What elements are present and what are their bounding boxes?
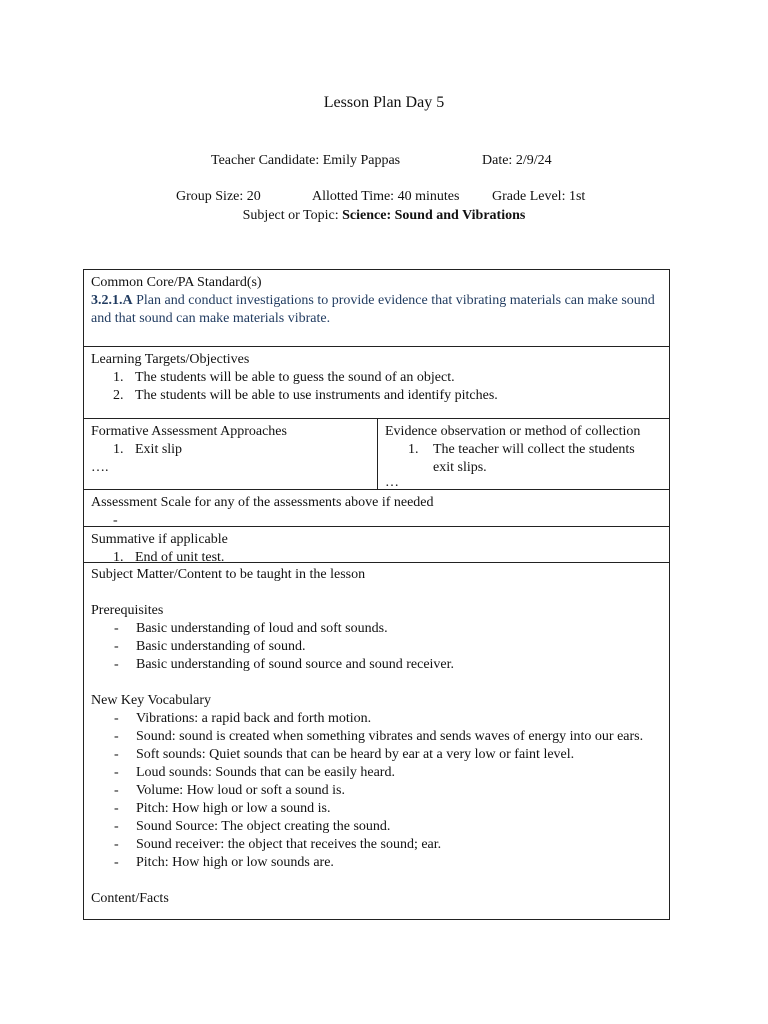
list-item: - Sound receiver: the object that receives the sound; ear. xyxy=(114,837,442,852)
summative-heading: Summative if applicable xyxy=(91,532,228,547)
list-item: - Soft sounds: Quiet sounds that can be heard by ear at a very low or faint level. xyxy=(114,747,575,762)
allotted-time: Allotted Time: 40 minutes xyxy=(312,189,460,204)
list-item: 1. The teacher will collect the students exit slips. xyxy=(408,442,635,475)
list-item: - Basic understanding of sound source and sound receiver. xyxy=(114,657,455,672)
standards-row xyxy=(84,270,669,347)
list-item: - Basic understanding of sound. xyxy=(114,639,306,654)
evidence-heading: Evidence observation or method of collection xyxy=(385,424,641,439)
grade-level: Grade Level: 1st xyxy=(492,189,586,204)
list-item: - Sound: sound is created when something vibrates and sends waves of energy into our ears. xyxy=(114,729,644,744)
content-facts-heading: Content/Facts xyxy=(91,891,169,906)
teacher-candidate: Teacher Candidate: Emily Pappas xyxy=(211,153,401,168)
formative-trailing: …. xyxy=(91,460,109,475)
assessment-scale-heading: Assessment Scale for any of the assessments above if needed xyxy=(91,495,434,510)
objectives-heading: Learning Targets/Objectives xyxy=(91,352,250,367)
list-item: - Volume: How loud or soft a sound is. xyxy=(114,783,345,798)
list-item: 1. The students will be able to guess the sound of an object. xyxy=(113,370,455,385)
list-item: 1. Exit slip xyxy=(113,442,183,457)
prerequisites-heading: Prerequisites xyxy=(91,603,164,618)
list-item: - Basic understanding of loud and soft sounds. xyxy=(114,621,388,636)
list-item: - Pitch: How high or low a sound is. xyxy=(114,801,331,816)
lesson-date: Date: 2/9/24 xyxy=(482,153,552,168)
standards-description: Plan and conduct investigations to provide evidence that vibrating materials can make sound and that sound can make materials vibrate. xyxy=(91,293,655,326)
assessment-scale-dash: - xyxy=(113,513,118,528)
list-item: 1. End of unit test. xyxy=(113,550,225,565)
objectives-row xyxy=(84,347,669,419)
subject-label: Subject or Topic: xyxy=(242,208,343,223)
list-item: - Pitch: How high or low sounds are. xyxy=(114,855,334,870)
summative-row xyxy=(84,527,669,563)
group-size: Group Size: 20 xyxy=(176,189,261,204)
content-row xyxy=(84,563,669,921)
vocabulary-heading: New Key Vocabulary xyxy=(91,693,212,708)
subject-topic xyxy=(0,208,768,224)
list-item: - Sound Source: The object creating the sound. xyxy=(114,819,391,834)
assessment-row xyxy=(84,419,669,490)
lesson-plan-table xyxy=(83,269,670,920)
list-item: 2. The students will be able to use instruments and identify pitches. xyxy=(113,388,498,403)
standards-text xyxy=(91,292,662,328)
formative-cell xyxy=(84,419,378,489)
content-heading: Subject Matter/Content to be taught in the lesson xyxy=(91,567,366,582)
list-item: - Vibrations: a rapid back and forth motion. xyxy=(114,711,372,726)
standards-heading: Common Core/PA Standard(s) xyxy=(91,275,262,290)
assessment-scale-row xyxy=(84,490,669,527)
formative-heading: Formative Assessment Approaches xyxy=(91,424,287,439)
evidence-trailing: … xyxy=(385,475,399,490)
subject-value: Science: Sound and Vibrations xyxy=(342,208,526,223)
evidence-cell xyxy=(378,419,669,489)
document-title: Lesson Plan Day 5 xyxy=(323,94,445,111)
list-item: - Loud sounds: Sounds that can be easily heard. xyxy=(114,765,395,780)
standards-code: 3.2.1.A xyxy=(91,293,133,308)
